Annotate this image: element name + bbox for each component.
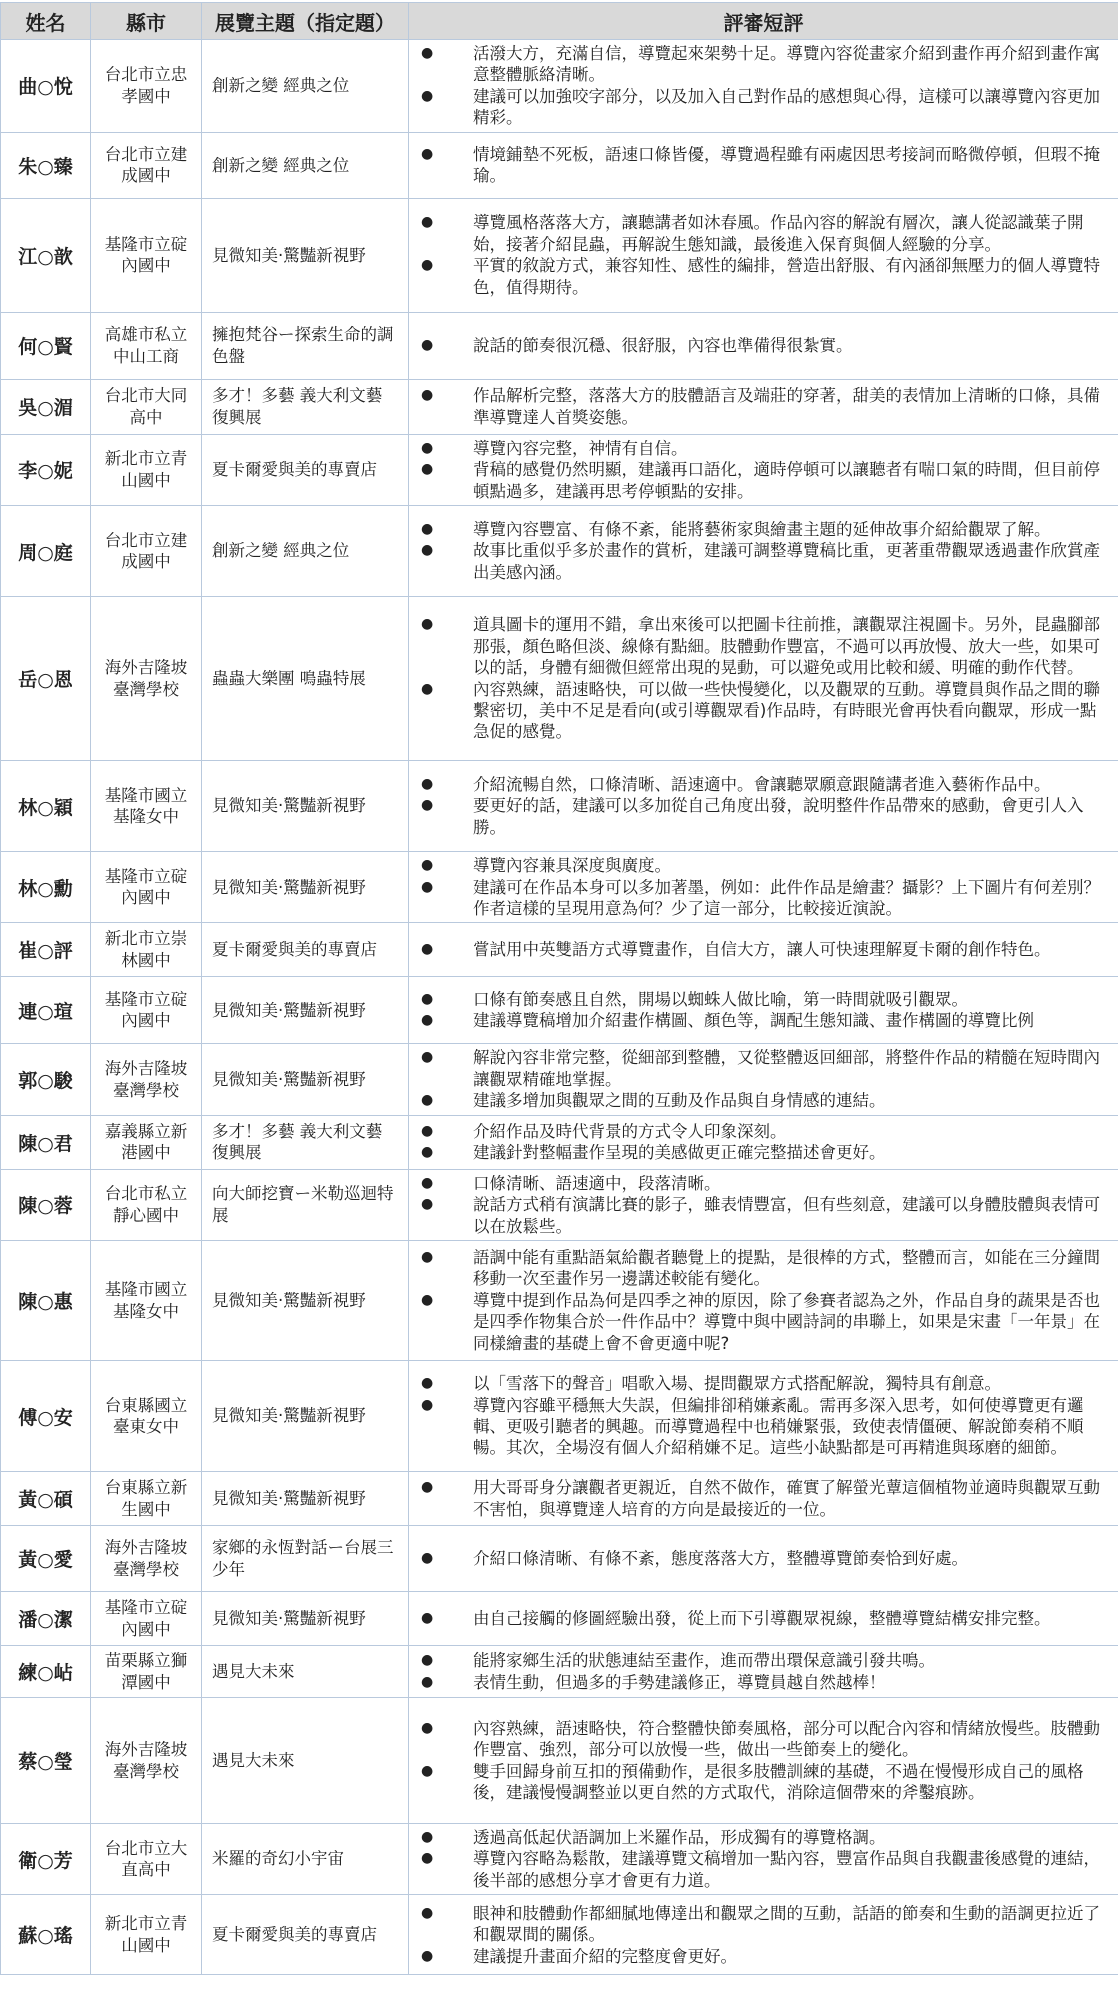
school-city: 基隆市國立基隆女中 — [91, 1241, 202, 1361]
review-comments — [409, 923, 1118, 977]
comment-list — [419, 144, 1106, 187]
comment-item: ● 透過高低起伏語調加上米羅作品，形成獨有的導覽格調。 — [419, 1827, 1106, 1848]
reviewee-name: 潘○潔 — [1, 1592, 91, 1646]
school-city: 高雄市私立中山工商 — [91, 312, 202, 379]
table-row — [1, 506, 1118, 597]
header-comment: 評審短評 — [409, 3, 1118, 40]
exhibition-theme: 多才！多藝 義大利文藝復興展 — [202, 1115, 409, 1169]
comment-list — [419, 438, 1106, 502]
review-comments — [409, 1646, 1118, 1698]
table-row — [1, 40, 1118, 133]
reviewee-name: 郭○駿 — [1, 1044, 91, 1115]
reviewee-name: 岳○恩 — [1, 597, 91, 761]
review-comments — [409, 852, 1118, 923]
review-comments — [409, 761, 1118, 852]
comment-list — [419, 1548, 1106, 1569]
comment-item: ● 嘗試用中英雙語方式導覽畫作，自信大方，讓人可快速理解夏卡爾的創作特色。 — [419, 939, 1106, 960]
reviewee-name: 陳○君 — [1, 1115, 91, 1169]
school-city: 嘉義縣立新港國中 — [91, 1115, 202, 1169]
comment-item: ● 導覽風格落落大方，讓聽講者如沐春風。作品內容的解說有層次，讓人從認識葉子開始，接著介紹昆蟲，再解說生態知識，最後進入保育與個人經驗的分享。 — [419, 212, 1106, 255]
comment-list — [419, 614, 1106, 743]
comment-item: ● 介紹流暢自然，口條清晰、語速適中。會讓聽眾願意跟隨講者進入藝術作品中。 — [419, 774, 1106, 795]
exhibition-theme: 見微知美‧驚豔新視野 — [202, 1044, 409, 1115]
exhibition-theme: 見微知美‧驚豔新視野 — [202, 198, 409, 312]
table-row — [1, 1698, 1118, 1824]
exhibition-theme: 家鄉的永恆對話ー台展三少年 — [202, 1526, 409, 1592]
reviewee-name: 黃○愛 — [1, 1526, 91, 1592]
table-row — [1, 1044, 1118, 1115]
comment-item: ● 建議可在作品本身可以多加著墨，例如：此件作品是繪畫？攝影？上下圖片有何差別？作者這樣的呈現用意為何？少了這一部分，比較接近演說。 — [419, 877, 1106, 920]
comment-item: ● 作品解析完整，落落大方的肢體語言及端莊的穿著，甜美的表情加上清晰的口條，具備準導覽達人首獎姿態。 — [419, 385, 1106, 428]
comment-list — [419, 1903, 1106, 1967]
table-row — [1, 312, 1118, 379]
exhibition-theme: 夏卡爾愛與美的專賣店 — [202, 1895, 409, 1975]
comment-item: ● 以「雪落下的聲音」唱歌入場、提問觀眾方式搭配解說，獨特具有創意。 — [419, 1373, 1106, 1394]
school-city: 新北市立崇林國中 — [91, 923, 202, 977]
comment-item: ● 建議導覽稿增加介紹畫作構圖、顏色等，調配生態知識、畫作構圖的導覽比例 — [419, 1010, 1106, 1031]
comment-item: ● 要更好的話，建議可以多加從自己角度出發，說明整件作品帶來的感動，會更引人入勝。 — [419, 795, 1106, 838]
reviewee-name: 周○庭 — [1, 506, 91, 597]
review-comments — [409, 40, 1118, 133]
table-row — [1, 379, 1118, 434]
header-row — [1, 3, 1118, 40]
comment-item: ● 故事比重似乎多於畫作的賞析，建議可調整導覽稿比重，更著重帶觀眾透過畫作欣賞產出美感內涵。 — [419, 540, 1106, 583]
reviewee-name: 李○妮 — [1, 434, 91, 505]
exhibition-theme: 創新之變 經典之位 — [202, 40, 409, 133]
reviewee-name: 江○歆 — [1, 198, 91, 312]
comment-item: ● 導覽內容豐富、有條不紊，能將藝術家與繪畫主題的延伸故事介紹給觀眾了解。 — [419, 519, 1106, 540]
header-theme: 展覽主題（指定題） — [202, 3, 409, 40]
comment-item: ● 內容熟練，語速略快，可以做一些快慢變化，以及觀眾的互動。導覽員與作品之間的聯繫密切，美中不足是看向(或引導觀眾看)作品時，有時眼光會再快看向觀眾，形成一點急促的感覺。 — [419, 679, 1106, 743]
exhibition-theme: 創新之變 經典之位 — [202, 506, 409, 597]
school-city: 基隆市立碇內國中 — [91, 852, 202, 923]
school-city: 苗栗縣立獅潭國中 — [91, 1646, 202, 1698]
school-city: 台東縣國立臺東女中 — [91, 1361, 202, 1472]
exhibition-theme: 多才！多藝 義大利文藝復興展 — [202, 379, 409, 434]
comment-item: ● 說話方式稍有演講比賽的影子，雖表情豐富，但有些刻意，建議可以身體肢體與表情可以在放鬆些。 — [419, 1194, 1106, 1237]
review-comments — [409, 597, 1118, 761]
school-city: 海外吉隆坡臺灣學校 — [91, 1698, 202, 1824]
exhibition-theme: 向大師挖寶ー米勒巡迴特展 — [202, 1169, 409, 1240]
review-comments — [409, 1824, 1118, 1895]
table-row — [1, 1472, 1118, 1526]
table-row — [1, 923, 1118, 977]
comment-list — [419, 519, 1106, 583]
table-row — [1, 198, 1118, 312]
review-comments — [409, 312, 1118, 379]
comment-item: ● 導覽內容兼具深度與廣度。 — [419, 855, 1106, 876]
exhibition-theme: 夏卡爾愛與美的專賣店 — [202, 434, 409, 505]
comment-item: ● 解說內容非常完整，從細部到整體，又從整體返回細部，將整件作品的精髓在短時間內讓觀眾精確地掌握。 — [419, 1047, 1106, 1090]
table-row — [1, 132, 1118, 198]
review-comments — [409, 198, 1118, 312]
comment-item: ● 用大哥哥身分讓觀者更親近，自然不做作，確實了解螢光蕈這個植物並適時與觀眾互動不害怕，與導覽達人培育的方向是最接近的一位。 — [419, 1477, 1106, 1520]
comment-item: ● 道具圖卡的運用不錯，拿出來後可以把圖卡往前推，讓觀眾注視圖卡。另外，昆蟲腳部那張，顏色略但淡、線條有點細。肢體動作豐富，不過可以再放慢、放大一些，如果可以的話，身體有細微但經常出現的晃動，可以避免或用比較和緩、明確的動作代替。 — [419, 614, 1106, 678]
comment-list — [419, 1718, 1106, 1804]
comment-list — [419, 1247, 1106, 1354]
reviewee-name: 林○穎 — [1, 761, 91, 852]
comment-list — [419, 1608, 1106, 1629]
comment-list — [419, 774, 1106, 838]
comment-item: ● 活潑大方，充滿自信，導覽起來架勢十足。導覽內容從畫家介紹到畫作再介紹到畫作寓意整體脈絡清晰。 — [419, 43, 1106, 86]
review-comments — [409, 977, 1118, 1044]
reviewee-name: 林○勳 — [1, 852, 91, 923]
comment-item: ● 建議針對整幅畫作呈現的美感做更正確完整描述會更好。 — [419, 1142, 1106, 1163]
comment-item: ● 建議多增加與觀眾之間的互動及作品與自身情感的連結。 — [419, 1090, 1106, 1111]
review-comments — [409, 1115, 1118, 1169]
reviewee-name: 衛○芳 — [1, 1824, 91, 1895]
review-comments — [409, 1526, 1118, 1592]
comment-list — [419, 1650, 1106, 1693]
table-row — [1, 1115, 1118, 1169]
comment-list — [419, 1827, 1106, 1891]
comment-item: ● 建議可以加強咬字部分，以及加入自己對作品的感想與心得，這樣可以讓導覽內容更加精彩。 — [419, 86, 1106, 129]
exhibition-theme: 蟲蟲大樂團 鳴蟲特展 — [202, 597, 409, 761]
exhibition-theme: 見微知美‧驚豔新視野 — [202, 1592, 409, 1646]
comment-list — [419, 212, 1106, 298]
table-row — [1, 1646, 1118, 1698]
table-row — [1, 434, 1118, 505]
exhibition-theme: 見微知美‧驚豔新視野 — [202, 977, 409, 1044]
school-city: 台北市立建成國中 — [91, 506, 202, 597]
exhibition-theme: 米羅的奇幻小宇宙 — [202, 1824, 409, 1895]
school-city: 台北市立忠孝國中 — [91, 40, 202, 133]
school-city: 海外吉隆坡臺灣學校 — [91, 1526, 202, 1592]
exhibition-theme: 見微知美‧驚豔新視野 — [202, 1241, 409, 1361]
comment-item: ● 平實的敘說方式，兼容知性、感性的編排，營造出舒服、有內涵卻無壓力的個人導覽特色，值得期待。 — [419, 255, 1106, 298]
comment-list — [419, 855, 1106, 919]
reviewee-name: 連○瑄 — [1, 977, 91, 1044]
exhibition-theme: 遇見大未來 — [202, 1698, 409, 1824]
comment-item: ● 口條有節奏感且自然，開場以蜘蛛人做比喻，第一時間就吸引觀眾。 — [419, 989, 1106, 1010]
table-row — [1, 1241, 1118, 1361]
exhibition-theme: 夏卡爾愛與美的專賣店 — [202, 923, 409, 977]
comment-item: ● 介紹作品及時代背景的方式令人印象深刻。 — [419, 1121, 1106, 1142]
comment-list — [419, 1477, 1106, 1520]
reviewee-name: 朱○臻 — [1, 132, 91, 198]
comment-item: ● 背稿的感覺仍然明顯，建議再口語化，適時停頓可以讓聽者有喘口氣的時間，但目前停頓點過多，建議再思考停頓點的安排。 — [419, 459, 1106, 502]
review-comments — [409, 1592, 1118, 1646]
review-comments — [409, 506, 1118, 597]
comment-item: ● 說話的節奏很沉穩、很舒服，內容也準備得很紮實。 — [419, 335, 1106, 356]
table-row — [1, 852, 1118, 923]
school-city: 海外吉隆坡臺灣學校 — [91, 1044, 202, 1115]
school-city: 台北市立建成國中 — [91, 132, 202, 198]
comment-item: ● 建議提升畫面介紹的完整度會更好。 — [419, 1946, 1106, 1967]
comment-list — [419, 1173, 1106, 1237]
review-table — [0, 2, 1118, 1975]
review-comments — [409, 1895, 1118, 1975]
school-city: 新北市立青山國中 — [91, 1895, 202, 1975]
reviewee-name: 何○賢 — [1, 312, 91, 379]
comment-item: ● 介紹口條清晰、有條不紊，態度落落大方，整體導覽節奏恰到好處。 — [419, 1548, 1106, 1569]
school-city: 台北市私立靜心國中 — [91, 1169, 202, 1240]
table-row — [1, 1592, 1118, 1646]
table-row — [1, 1526, 1118, 1592]
school-city: 台北市立大直高中 — [91, 1824, 202, 1895]
comment-list — [419, 989, 1106, 1032]
exhibition-theme: 擁抱梵谷ー探索生命的調色盤 — [202, 312, 409, 379]
comment-list — [419, 335, 1106, 356]
school-city: 基隆市立碇內國中 — [91, 1592, 202, 1646]
exhibition-theme: 見微知美‧驚豔新視野 — [202, 1361, 409, 1472]
table-row — [1, 597, 1118, 761]
table-row — [1, 1361, 1118, 1472]
review-comments — [409, 132, 1118, 198]
comment-item: ● 表情生動，但過多的手勢建議修正，導覽員越自然越棒！ — [419, 1672, 1106, 1693]
review-comments — [409, 434, 1118, 505]
reviewee-name: 陳○惠 — [1, 1241, 91, 1361]
comment-item: ● 導覽內容完整，神情有自信。 — [419, 438, 1106, 459]
comment-item: ● 內容熟練，語速略快，符合整體快節奏風格，部分可以配合內容和情緒放慢些。肢體動作豐富、強烈，部分可以放慢一些，做出一些節奏上的變化。 — [419, 1718, 1106, 1761]
reviewee-name: 曲○悅 — [1, 40, 91, 133]
reviewee-name: 蔡○瑩 — [1, 1698, 91, 1824]
comment-item: ● 導覽內容雖平穩無大失誤，但編排卻稍嫌紊亂。需再多深入思考，如何使導覽更有邏輯、更吸引聽者的興趣。而導覽過程中也稍嫌緊張，致使表情僵硬、解說節奏稍不順暢。其次，全場沒有個人介紹稍嫌不足。這些小缺點都是可再精進與琢磨的細節。 — [419, 1395, 1106, 1459]
school-city: 基隆市立碇內國中 — [91, 977, 202, 1044]
table-row — [1, 1824, 1118, 1895]
review-comments — [409, 1361, 1118, 1472]
school-city: 台東縣立新生國中 — [91, 1472, 202, 1526]
comment-item: ● 能將家鄉生活的狀態連結至畫作，進而帶出環保意識引發共鳴。 — [419, 1650, 1106, 1671]
reviewee-name: 黃○碩 — [1, 1472, 91, 1526]
table-row — [1, 1895, 1118, 1975]
review-comments — [409, 1169, 1118, 1240]
review-comments — [409, 1044, 1118, 1115]
reviewee-name: 蘇○瑤 — [1, 1895, 91, 1975]
comment-list — [419, 1047, 1106, 1111]
comment-list — [419, 1373, 1106, 1459]
review-comments — [409, 379, 1118, 434]
review-comments — [409, 1698, 1118, 1824]
comment-item: ● 雙手回歸身前互扣的預備動作，是很多肢體訓練的基礎，不過在慢慢形成自己的風格後，建議慢慢調整並以更自然的方式取代，消除這個帶來的斧鑿痕跡。 — [419, 1761, 1106, 1804]
reviewee-name: 練○岾 — [1, 1646, 91, 1698]
table-row — [1, 761, 1118, 852]
exhibition-theme: 見微知美‧驚豔新視野 — [202, 1472, 409, 1526]
reviewee-name: 吳○湄 — [1, 379, 91, 434]
comment-list — [419, 1121, 1106, 1164]
header-name: 姓名 — [1, 3, 91, 40]
comment-item: ● 眼神和肢體動作都細膩地傳達出和觀眾之間的互動，話語的節奏和生動的語調更拉近了和觀眾間的關係。 — [419, 1903, 1106, 1946]
comment-list — [419, 43, 1106, 129]
school-city: 基隆市國立基隆女中 — [91, 761, 202, 852]
exhibition-theme: 見微知美‧驚豔新視野 — [202, 852, 409, 923]
comment-item: ● 口條清晰、語速適中，段落清晰。 — [419, 1173, 1106, 1194]
comment-list — [419, 385, 1106, 428]
exhibition-theme: 遇見大未來 — [202, 1646, 409, 1698]
reviewee-name: 傅○安 — [1, 1361, 91, 1472]
header-city: 縣市 — [91, 3, 202, 40]
exhibition-theme: 創新之變 經典之位 — [202, 132, 409, 198]
school-city: 海外吉隆坡臺灣學校 — [91, 597, 202, 761]
review-comments — [409, 1472, 1118, 1526]
table-row — [1, 977, 1118, 1044]
school-city: 台北市大同高中 — [91, 379, 202, 434]
comment-item: ● 語調中能有重點語氣給觀者聽覺上的提點，是很棒的方式，整體而言，如能在三分鐘間移動一次至畫作另一邊講述較能有變化。 — [419, 1247, 1106, 1290]
school-city: 新北市立青山國中 — [91, 434, 202, 505]
review-comments — [409, 1241, 1118, 1361]
comment-item: ● 情境鋪墊不死板，語速口條皆優，導覽過程雖有兩處因思考接詞而略微停頓，但瑕不掩瑜。 — [419, 144, 1106, 187]
comment-list — [419, 939, 1106, 960]
school-city: 基隆市立碇內國中 — [91, 198, 202, 312]
reviewee-name: 陳○蓉 — [1, 1169, 91, 1240]
comment-item: ● 由自己接觸的修圖經驗出發，從上而下引導觀眾視線，整體導覽結構安排完整。 — [419, 1608, 1106, 1629]
reviewee-name: 崔○評 — [1, 923, 91, 977]
exhibition-theme: 見微知美‧驚豔新視野 — [202, 761, 409, 852]
table-row — [1, 1169, 1118, 1240]
comment-item: ● 導覽中提到作品為何是四季之神的原因，除了參賽者認為之外，作品自身的蔬果是否也是四季作物集合於一件作品中？導覽中與中國詩詞的串聯上，如果是宋畫「一年景」在同樣繪畫的基礎上會不會更適中呢? — [419, 1290, 1106, 1354]
comment-item: ● 導覽內容略為鬆散，建議導覽文稿增加一點內容，豐富作品與自我觀畫後感覺的連結，後半部的感想分享才會更有力道。 — [419, 1848, 1106, 1891]
